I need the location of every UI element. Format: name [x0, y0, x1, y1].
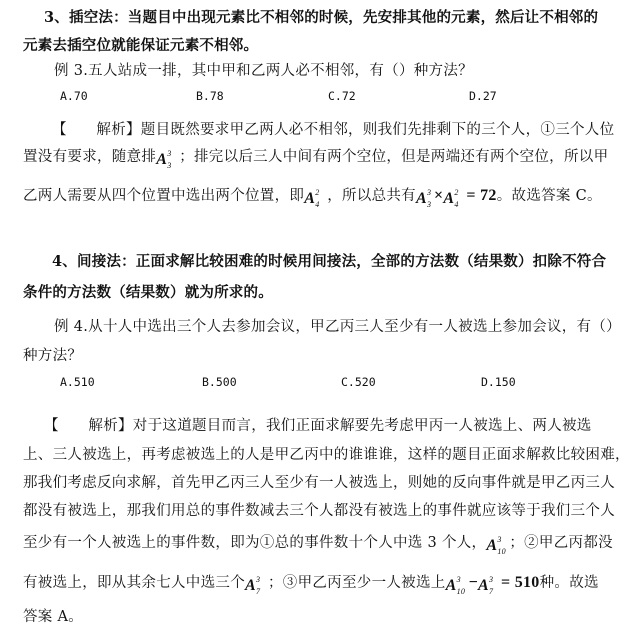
example4-option-c: C.520	[341, 375, 376, 389]
result-72: = 72	[466, 187, 497, 204]
example3-analysis-line1: 【 解析】题目既然要求甲乙两人必不相邻，则我们先排剩下的三个人，①三个人位	[52, 122, 615, 138]
section4-title-line1: 4、间接法：正面求解比较困难的时候用间接法，全部的方法数（结果数）扣除不符合	[52, 253, 607, 270]
example4-question-line2: 种方法？	[23, 348, 83, 364]
example3-analysis-line3: 乙两人需要从四个位置中选出两个位置，即A 2 4 ，所以总共有A 3 3 ×A 2 4 = 72。故选答案 C。	[23, 187, 602, 209]
example4-analysis-line7: 答案 A。	[23, 609, 84, 625]
example3-option-b: B.78	[196, 89, 224, 103]
times-sign: ×	[433, 187, 444, 204]
example4-analysis-line1: 【 解析】对于这道题目而言，我们正面求解要先考虑甲丙一人被选上、两人被选	[44, 418, 592, 434]
example3-analysis-line2: 置没有要求，随意排A 3 3 ；排完以后三人中间有两个空位，但是两端还有两个空位，所以甲	[23, 149, 609, 170]
result-510: = 510	[500, 574, 540, 591]
section3-title-line2: 元素去插空位就能保证元素不相邻。	[23, 37, 259, 54]
example4-analysis-line4: 都没有被选上，那我们用总的事件数减去三个人都没有被选上的事件就应该等于我们三个人	[23, 503, 615, 519]
example4-analysis-line6: 有被选上，即从其余七人中选三个A 3 7 ；③甲乙丙至少一人被选上A 3 10 −A 3 7 = 510种。故选	[23, 574, 599, 596]
example4-analysis-line3: 那我们考虑反向求解，首先甲乙丙三人至少有一人被选上，则她的反向事件就是甲乙丙三人	[23, 475, 615, 491]
section4-title-line2: 条件的方法数（结果数）就为所求的。	[23, 284, 273, 301]
example3-question: 例 3.五人站成一排，其中甲和乙两人必不相邻，有（）种方法？	[54, 63, 473, 79]
example3-option-a: A.70	[60, 89, 88, 103]
example4-analysis-line5: 至少有一个人被选上的事件数，即为①总的事件数十个人中选 3 个人，A 3 10 ；②甲乙丙都没	[23, 535, 613, 556]
example4-option-d: D.150	[481, 375, 516, 389]
minus-sign: −	[468, 574, 478, 591]
example3-option-d: D.27	[469, 89, 497, 103]
example4-question-line1: 例 4.从十人中选出三个人去参加会议，甲乙丙三人至少有一人被选上参加会议，有（）	[54, 319, 621, 335]
example4-option-a: A.510	[60, 375, 95, 389]
example4-option-b: B.500	[202, 375, 237, 389]
section3-title-line1: 3、插空法：当题目中出现元素比不相邻的时候，先安排其他的元素，然后让不相邻的	[44, 9, 599, 26]
example4-analysis-line2: 上、三人被选上，再考虑被选上的人是甲乙丙中的谁谁谁，这样的题目正面求解救比较困难，	[23, 447, 630, 463]
example3-option-c: C.72	[328, 89, 356, 103]
